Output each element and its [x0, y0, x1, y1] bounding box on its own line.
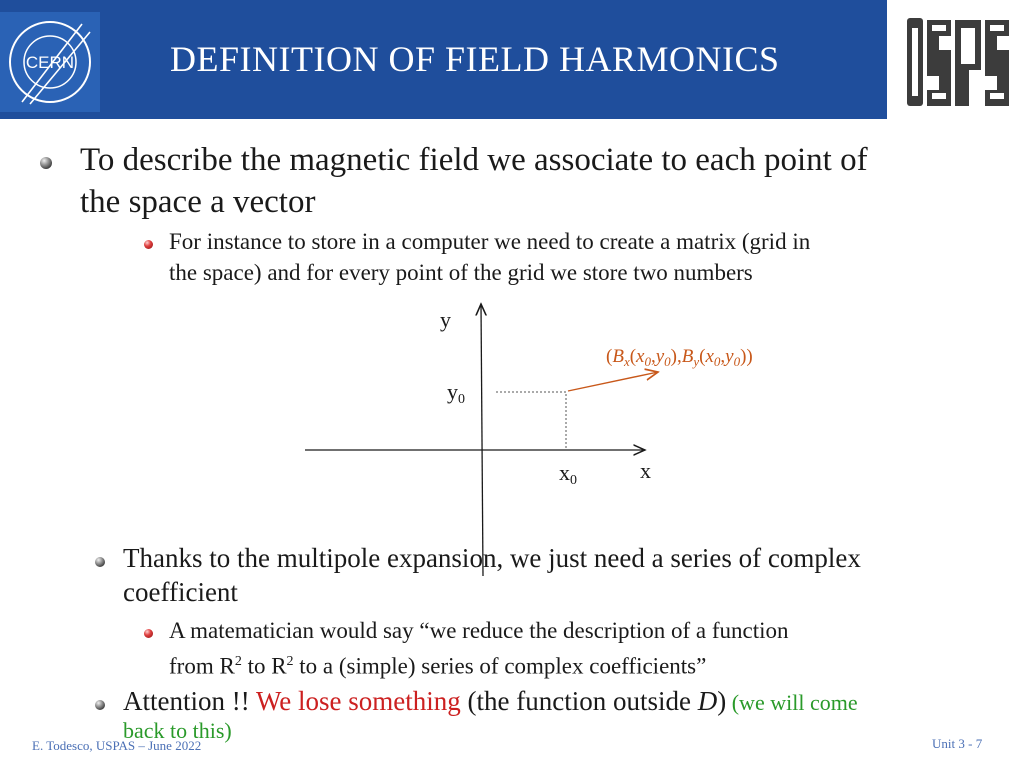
bullet-2-line-1: Thanks to the multipole expansion, we just need a series of complex	[123, 543, 861, 573]
field-vector	[568, 372, 658, 391]
bullet-1-line-2: the space a vector	[80, 184, 316, 220]
field-vector-label: $(B_x(x_0,y_0),B_y(x_0,y_0))$	[606, 346, 753, 369]
footer-page-number: Unit 3 - 7	[932, 736, 983, 751]
sub-bullet-icon	[144, 629, 153, 638]
cern-logo-text: CERN	[25, 53, 75, 72]
sub-bullet-2-line-2: from $R^2$ to $R^2$ to a (simple) series of complex coefficients”	[169, 653, 707, 679]
bullet-icon	[40, 157, 52, 169]
footer-author: E. Todesco, USPAS – June 2022	[32, 738, 202, 753]
page-title: DEFINITION OF FIELD HARMONICS	[170, 39, 780, 79]
bullet-icon	[95, 557, 105, 567]
y-axis	[481, 304, 483, 576]
cern-logo-icon	[0, 12, 100, 112]
bullet-3-line-1: Attention !! We lose something (the function outside D) (we will come	[123, 686, 858, 716]
y-axis-label: y	[440, 307, 451, 332]
uspas-logo	[903, 10, 1013, 114]
sub-bullet-2-line-1: A matematician would say “we reduce the description of a function	[169, 618, 789, 643]
header-band	[0, 0, 887, 119]
cern-logo	[0, 12, 100, 112]
sub-bullet-icon	[144, 240, 153, 249]
bullet-2-line-2: coefficient	[123, 577, 238, 607]
uspas-logo-text: USPAS	[956, 112, 960, 113]
bullet-3-line-2: back to this)	[123, 718, 232, 743]
x0-label: x0	[559, 460, 577, 488]
sub-bullet-1-line-1: For instance to store in a computer we need to create a matrix (grid in	[169, 229, 811, 254]
sub-bullet-1-line-2: the space) and for every point of the grid we store two numbers	[169, 260, 753, 285]
y0-label: y0	[447, 379, 465, 407]
x-axis-label: x	[640, 458, 651, 483]
bullet-icon	[95, 700, 105, 710]
bullet-1-line-1: To describe the magnetic field we associate to each point of	[80, 142, 868, 178]
